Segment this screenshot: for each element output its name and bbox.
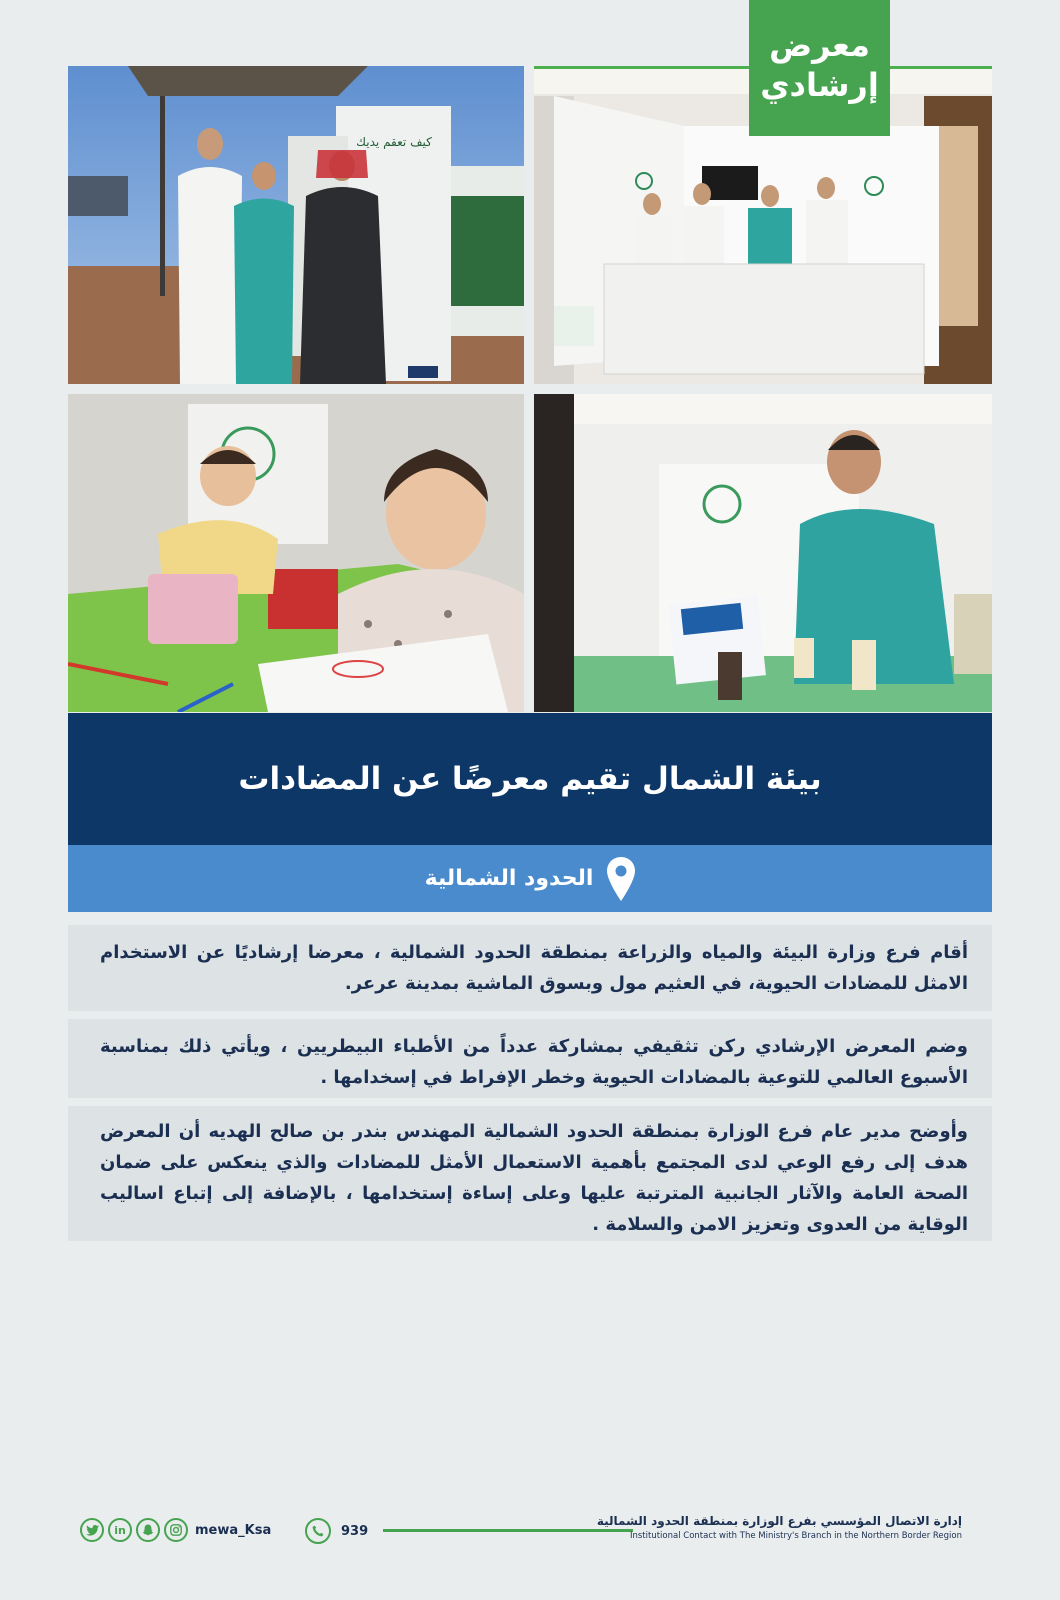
badge-line-1: معرض: [769, 26, 870, 64]
banner-text: كيف تعقم يديك: [356, 135, 432, 149]
linkedin-icon[interactable]: in: [108, 1518, 132, 1542]
photo-collage: [68, 66, 992, 712]
social-handle[interactable]: mewa_Ksa: [195, 1522, 272, 1538]
title-bar: [68, 713, 992, 845]
footer-divider: [383, 1529, 633, 1532]
paragraph-3: وأوضح مدير عام فرع الوزارة بمنطقة الحدود الشمالية المهندس بندر بن صالح الهديه أن المعرض هدف إلى رفع الوعي لدى المجتمع بأهمية الاستعمال الأمثل للمضادات والذي ينعكس على ضمان الصحة العامة والآثار الجانبية المترتبة عليها وعلى إساءة إستخدامها ، بالإضافة إلى إتباع اساليب الوقاية من العدوى وتعزيز الامن والسلامة .: [68, 1106, 992, 1241]
org-name: [597, 1514, 962, 1541]
footer: [0, 1510, 1060, 1550]
exhibition-badge: [749, 0, 890, 136]
phone-icon[interactable]: [305, 1518, 331, 1544]
location-bar: [68, 845, 992, 912]
location-pin-icon: [607, 857, 635, 901]
instagram-icon[interactable]: [164, 1518, 188, 1542]
photo-livestock-market: [68, 66, 524, 384]
snapchat-icon[interactable]: [136, 1518, 160, 1542]
paragraph-2: وضم المعرض الإرشادي ركن تثقيفي بمشاركة عدداً من الأطباء البيطريين ، ويأتي ذلك بمناسبة الأسبوع العالمي للتوعية بالمضادات الحيوية وخطر الإفراط في إسخدامها .: [68, 1019, 992, 1098]
badge-line-2: إرشادي: [760, 66, 879, 104]
org-name-english: Institutional Contact with The Ministry's Branch in the Northern Border Region: [629, 1531, 962, 1541]
page-title: بيئة الشمال تقيم معرضًا عن المضادات: [238, 761, 822, 797]
photo-veterinarian: [534, 394, 992, 712]
org-name-arabic: إدارة الاتصال المؤسسي بفرع الوزارة بمنطقة الحدود الشمالية: [596, 1514, 962, 1528]
phone-number[interactable]: 939: [341, 1523, 369, 1539]
paragraph-1: أقام فرع وزارة البيئة والمياه والزراعة بمنطقة الحدود الشمالية ، معرضا إرشاديًا عن الاستخدام الامثل للمضادات الحيوية، في العثيم مول وبسوق الماشية بمدينة عرعر.: [68, 925, 992, 1011]
phone-contact: [305, 1518, 368, 1544]
social-links: [80, 1518, 271, 1542]
twitter-icon[interactable]: [80, 1518, 104, 1542]
photo-children-drawing: [68, 394, 524, 712]
location-label: الحدود الشمالية: [424, 866, 594, 891]
